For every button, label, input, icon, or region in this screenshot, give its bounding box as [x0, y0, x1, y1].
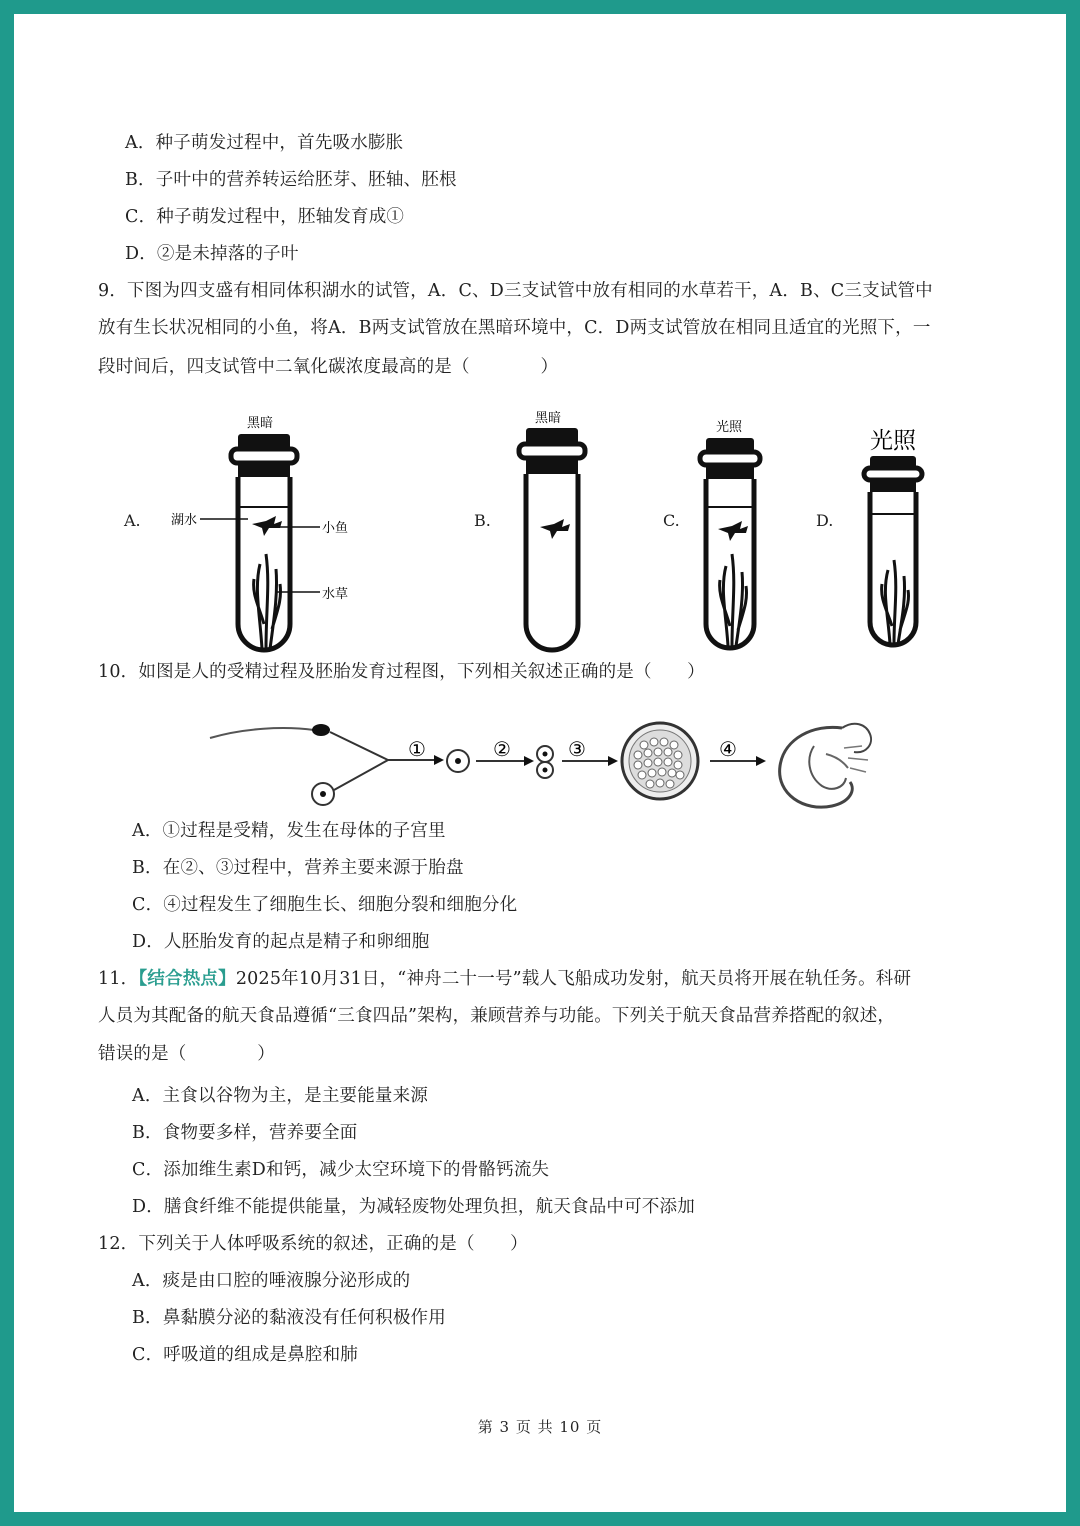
- q9-stem-line-2: 放有生长状况相同的小鱼，将A．B两支试管放在黑暗环境中，C．D两支试管放在相同且适宜的光照下，一: [98, 318, 931, 338]
- q8-option-b: B．子叶中的营养转运给胚芽、胚轴、胚根: [125, 170, 457, 190]
- q12-option-a: A．痰是由口腔的唾液腺分泌形成的: [132, 1271, 411, 1291]
- q11-option-b: B．食物要多样，营养要全面: [132, 1123, 358, 1143]
- q10-option-a: A．①过程是受精，发生在母体的子宫里: [132, 821, 446, 841]
- q11-option-c: C．添加维生素D和钙，减少太空环境下的骨骼钙流失: [132, 1160, 550, 1180]
- fertilization-figure: [14, 698, 1066, 818]
- q10-option-c: C．④过程发生了细胞生长、细胞分裂和细胞分化: [132, 895, 518, 915]
- q11-option-d: D．膳食纤维不能提供能量，为减轻废物处理负担，航天食品中可不添加: [132, 1197, 695, 1217]
- tube-a-label: A.: [124, 511, 141, 530]
- callout-small-fish: 小鱼: [322, 521, 349, 536]
- step-1-label: ①: [408, 737, 426, 761]
- tube-b: [519, 410, 585, 650]
- q12-option-b: B．鼻黏膜分泌的黏液没有任何积极作用: [132, 1308, 446, 1328]
- callout-water-weed: 水草: [322, 587, 349, 602]
- q10-stem: 10．如图是人的受精过程及胚胎发育过程图，下列相关叙述正确的是（ ）: [98, 662, 705, 682]
- q11-stem-text: 2025年10月31日，“神舟二十一号”载人飞船成功发射，航天员将开展在轨任务。科研: [235, 969, 912, 989]
- tube-c: [700, 419, 760, 648]
- q11-stem-line-3: 错误的是（ ）: [98, 1044, 275, 1064]
- q11-number: 11．: [98, 969, 139, 989]
- q8-option-c: C．种子萌发过程中，胚轴发育成①: [125, 207, 405, 227]
- q10-option-d: D．人胚胎发育的起点是精子和卵细胞: [132, 932, 430, 952]
- q8-option-d: D．②是未掉落的子叶: [125, 244, 299, 264]
- step-4-label: ④: [719, 737, 737, 761]
- step-3-label: ③: [568, 737, 586, 761]
- q12-stem: 12．下列关于人体呼吸系统的叙述，正确的是（ ）: [98, 1234, 528, 1254]
- tube-b-condition: 黑暗: [535, 411, 562, 426]
- q11-stem-line-1: [98, 968, 911, 990]
- q11-stem-line-2: 人员为其配备的航天食品遵循“三食四品”架构，兼顾营养与功能。下列关于航天食品营养搭配的叙述，: [98, 1006, 896, 1026]
- tube-d: [864, 428, 922, 645]
- tube-c-label: C.: [663, 511, 680, 530]
- q9-stem-line-3: 段时间后，四支试管中二氧化碳浓度最高的是（ ）: [98, 357, 559, 377]
- q9-stem-line-1: 9．下图为四支盛有相同体积湖水的试管，A．C、D三支试管中放有相同的水草若干，A．B、C三支试管中: [98, 281, 933, 301]
- tube-d-label: D.: [816, 511, 834, 530]
- tube-a-condition: 黑暗: [247, 416, 274, 431]
- q12-option-c: C．呼吸道的组成是鼻腔和肺: [132, 1345, 358, 1365]
- q11-option-a: A．主食以谷物为主，是主要能量来源: [132, 1086, 429, 1106]
- callout-lake-water: 湖水: [171, 513, 198, 528]
- test-tube-figure: [14, 394, 1066, 664]
- tube-a: [171, 415, 348, 650]
- tube-c-condition: 光照: [716, 420, 743, 435]
- exam-page: [14, 14, 1066, 1512]
- page-footer: 第 3 页 共 10 页: [477, 1418, 603, 1436]
- q10-option-b: B．在②、③过程中，营养主要来源于胎盘: [132, 858, 464, 878]
- step-2-label: ②: [493, 737, 511, 761]
- hot-topic-tag: 【结合热点】: [138, 969, 236, 989]
- tube-d-condition: 光照: [870, 428, 916, 454]
- q8-option-a: A．种子萌发过程中，首先吸水膨胀: [125, 133, 404, 153]
- tube-b-label: B.: [474, 511, 491, 530]
